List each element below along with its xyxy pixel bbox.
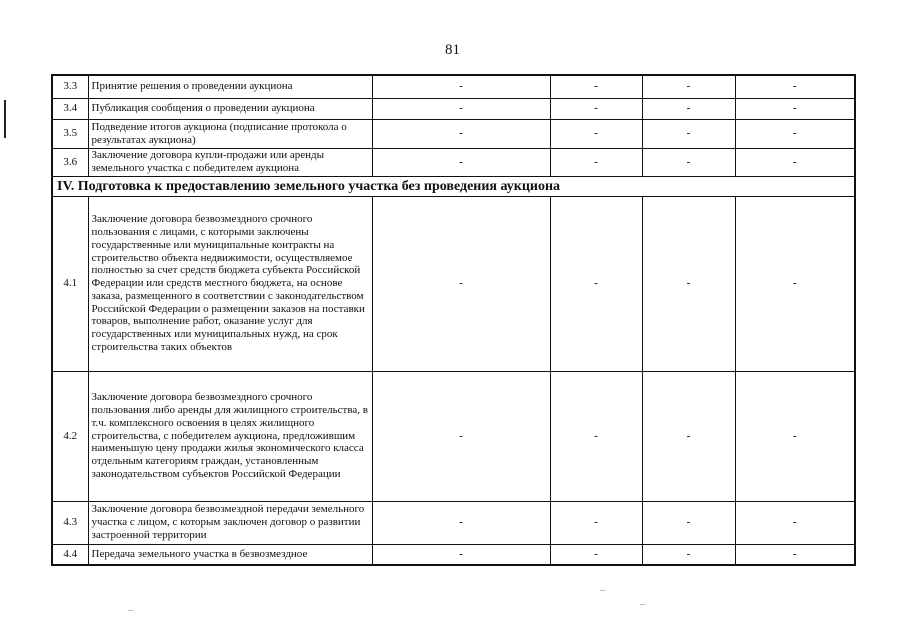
row-value: -	[735, 501, 855, 544]
scan-margin-mark	[4, 100, 6, 138]
row-number: 3.4	[52, 98, 88, 119]
row-value: -	[550, 98, 642, 119]
row-value: -	[735, 148, 855, 176]
row-description: Заключение договора безвозмездной передачи земельного участка с лицом, с которым заключен договор о развитии застроенной территории	[88, 501, 372, 544]
table-row	[52, 544, 855, 565]
row-value: -	[372, 119, 550, 148]
row-value: -	[642, 501, 735, 544]
row-value: -	[735, 371, 855, 501]
row-value: -	[735, 544, 855, 565]
row-description: Передача земельного участка в безвозмездное	[88, 544, 372, 565]
section-row	[52, 176, 855, 196]
scan-speck	[128, 610, 133, 611]
row-value: -	[550, 75, 642, 98]
row-value: -	[642, 148, 735, 176]
row-value: -	[372, 148, 550, 176]
row-number: 3.5	[52, 119, 88, 148]
table-row	[52, 371, 855, 501]
row-number: 4.1	[52, 196, 88, 371]
row-value: -	[372, 196, 550, 371]
row-value: -	[735, 119, 855, 148]
row-value: -	[642, 75, 735, 98]
table-row	[52, 148, 855, 176]
row-number: 4.4	[52, 544, 88, 565]
row-value: -	[372, 544, 550, 565]
row-number: 4.2	[52, 371, 88, 501]
row-value: -	[642, 98, 735, 119]
scan-speck	[600, 590, 605, 591]
row-value: -	[735, 75, 855, 98]
row-description: Заключение договора безвозмездного срочного пользования либо аренды для жилищного строительства, в т.ч. комплексного освоения в целях жилищного строительства, с победителем аукциона, предложившим наименьшую цену продажи жилья экономического класса отдельным категориям граждан, установленным законодательством субъектов Российской Федерации	[88, 371, 372, 501]
row-value: -	[550, 119, 642, 148]
row-value: -	[642, 196, 735, 371]
row-number: 3.3	[52, 75, 88, 98]
row-value: -	[372, 75, 550, 98]
row-description: Заключение договора безвозмездного срочного пользования с лицами, с которыми заключены государственные или муниципальные контракты на строительство объекта недвижимости, осуществляемое полностью за счет средств бюджета субъекта Российской Федерации или средств местного бюджета, на основе заказа, размещенного в соответствии с законодательством Российской Федерации о размещении заказов на поставки товаров, выполнение работ, оказание услуг для государственных или муниципальных нужд, на срок строительства таких объектов	[88, 196, 372, 371]
page-number: 81	[445, 42, 460, 58]
row-value: -	[642, 119, 735, 148]
table-row	[52, 75, 855, 98]
row-description: Подведение итогов аукциона (подписание протокола о результатах аукциона)	[88, 119, 372, 148]
row-value: -	[735, 98, 855, 119]
section-title: IV. Подготовка к предоставлению земельного участка без проведения аукциона	[52, 176, 855, 196]
row-value: -	[372, 501, 550, 544]
row-description: Заключение договора купли-продажи или аренды земельного участка с победителем аукциона	[88, 148, 372, 176]
table-row	[52, 98, 855, 119]
row-value: -	[550, 501, 642, 544]
table-row	[52, 501, 855, 544]
row-value: -	[550, 544, 642, 565]
row-value: -	[550, 371, 642, 501]
scan-speck	[640, 604, 645, 605]
table-row	[52, 196, 855, 371]
row-value: -	[642, 544, 735, 565]
schedule-table	[51, 74, 856, 566]
row-value: -	[550, 148, 642, 176]
table-row	[52, 119, 855, 148]
row-value: -	[550, 196, 642, 371]
row-value: -	[372, 371, 550, 501]
row-value: -	[642, 371, 735, 501]
row-description: Публикация сообщения о проведении аукциона	[88, 98, 372, 119]
row-number: 4.3	[52, 501, 88, 544]
row-value: -	[372, 98, 550, 119]
row-description: Принятие решения о проведении аукциона	[88, 75, 372, 98]
row-number: 3.6	[52, 148, 88, 176]
row-value: -	[735, 196, 855, 371]
